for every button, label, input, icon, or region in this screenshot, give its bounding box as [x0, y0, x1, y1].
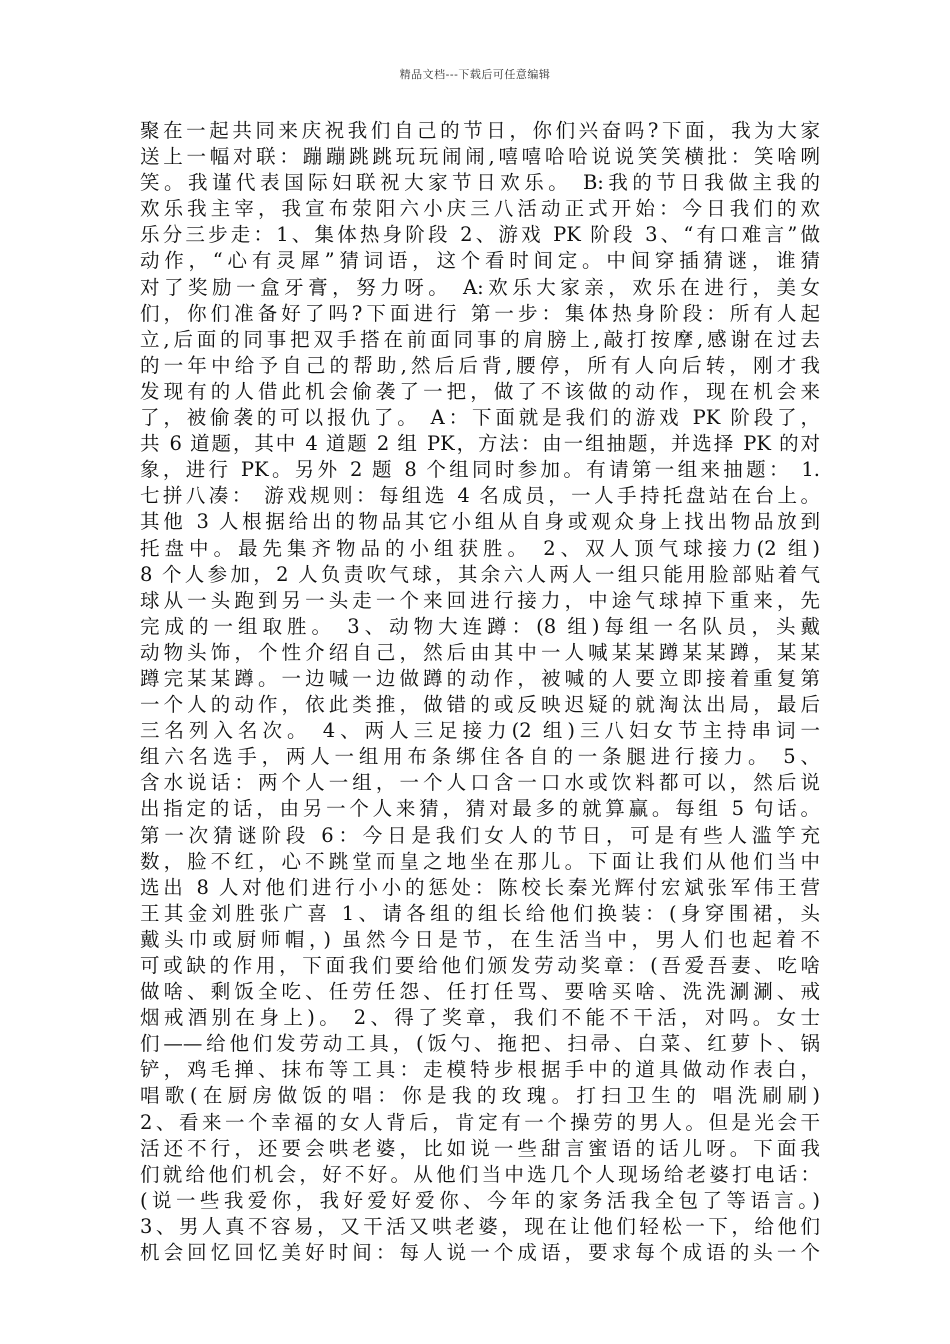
text-line: 了，被偷袭的可以报仇了。 A：下面就是我们的游戏 PK 阶段了，	[140, 406, 820, 430]
page-header: 精品文档---下载后可任意编辑	[399, 68, 551, 81]
text-line: 共 6 道题，其中 4 道题 2 组 PK，方法：由一组抽题，并选择 PK 的对	[140, 432, 820, 456]
text-line: 立,后面的同事把双手搭在前面同事的肩膀上,敲打按摩,感谢在过去	[140, 327, 820, 351]
text-line: 一个人的动作，依此类推，做错的或反映迟疑的就淘汰出局，最后	[140, 693, 820, 717]
text-line: 聚在一起共同来庆祝我们自己的节日，你们兴奋吗?下面，我为大家	[140, 119, 820, 142]
text-line: 乐分三步走：1、集体热身阶段 2、游戏 PK 阶段 3、“有口难言”做	[140, 223, 820, 247]
text-line: 们，你们准备好了吗?下面进行 第一步：集体热身阶段：所有人起	[140, 301, 820, 325]
text-line: 托盘中。最先集齐物品的小组获胜。 2、双人顶气球接力(2 组)	[140, 536, 820, 560]
text-line: 选出 8 人对他们进行小小的惩处：陈校长秦光辉付宏斌张军伟王营	[140, 875, 820, 899]
text-line: 们——给他们发劳动工具，(饭勺、拖把、扫帚、白菜、红萝卜、锅	[140, 1032, 820, 1056]
text-line: 铲，鸡毛掸、抹布等工具：走模特步根据手中的道具做动作表白，	[140, 1058, 820, 1082]
text-line: 可或缺的作用，下面我们要给他们颁发劳动奖章：(吾爱吾妻、吃啥	[140, 954, 820, 977]
text-line: 七拼八凑： 游戏规则：每组选 4 名成员，一人手持托盘站在台上。	[140, 484, 820, 508]
text-line: 8 个人参加，2 人负责吹气球，其余六人两人一组只能用脸部贴着气	[140, 562, 820, 586]
text-line: 送上一幅对联：蹦蹦跳跳玩玩闹闹,嘻嘻哈哈说说笑笑横批：笑啥咧	[140, 145, 820, 169]
text-line: 活还不行，还要会哄老婆，比如说一些甜言蜜语的话儿呀。下面我	[140, 1136, 820, 1160]
text-line: 组六名选手，两人一组用布条绑住各自的一条腿进行接力。 5、	[140, 745, 820, 769]
text-line: 三名列入名次。 4、两人三足接力(2 组)三八妇女节主持串词一	[140, 719, 820, 743]
text-line: 戴头巾或厨师帽，) 虽然今日是节，在生活当中，男人们也起着不	[140, 927, 820, 951]
text-line: 做啥、剩饭全吃、任劳任怨、任打任骂、要啥买啥、洗洗涮涮、戒	[140, 980, 820, 1004]
text-line: 3、男人真不容易，又干活又哄老婆，现在让他们轻松一下，给他们	[140, 1214, 820, 1238]
text-line: 动作，“心有灵犀”猜词语，这个看时间定。中间穿插猜谜，谁猜	[140, 249, 820, 273]
text-line: 机会回忆回忆美好时间：每人说一个成语，要求每个成语的头一个	[140, 1241, 820, 1265]
text-line: 王其金刘胜张广喜 1、请各组的组长给他们换装：(身穿围裙，头	[140, 901, 820, 925]
text-line: 出指定的话，由另一个人来猜，猜对最多的就算赢。每组 5 句话。	[140, 797, 820, 821]
text-line: 发现有的人借此机会偷袭了一把，做了不该做的动作，现在机会来	[140, 379, 820, 403]
text-line: 象，进行 PK。另外 2 题 8 个组同时参加。有请第一组来抽题： 1.	[140, 458, 820, 482]
text-line: 欢乐我主宰，我宣布荥阳六小庆三八活动正式开始：今日我们的欢	[140, 197, 820, 221]
text-line: 含水说话：两个人一组，一个人口含一口水或饮料都可以，然后说	[140, 771, 820, 795]
text-line: 完成的一组取胜。 3、动物大连蹲：(8 组)每组一名队员，头戴	[140, 614, 820, 638]
text-line: 第一次猜谜阶段 6：今日是我们女人的节日，可是有些人滥竽充	[140, 823, 820, 847]
text-line: 对了奖励一盒牙膏，努力呀。 A:欢乐大家亲，欢乐在进行，美女	[140, 275, 820, 299]
document-body	[140, 118, 820, 1266]
text-line: 们就给他们机会，好不好。从他们当中选几个人现场给老婆打电话：	[140, 1162, 820, 1186]
text-line: 2、看来一个幸福的女人背后，肯定有一个操劳的男人。但是光会干	[140, 1110, 820, 1134]
text-line: 唱歌(在厨房做饭的唱：你是我的玫瑰。打扫卫生的 唱洗刷刷)	[140, 1084, 820, 1108]
text-line: (说一些我爱你，我好爱好爱你、今年的家务活我全包了等语言。)	[140, 1188, 820, 1212]
text-line: 蹲完某某蹲。一边喊一边做蹲的动作，被喊的人要立即接着重复第	[140, 666, 820, 690]
text-line: 的一年中给予自己的帮助,然后后背,腰停，所有人向后转，刚才我	[140, 353, 820, 377]
text-line: 笑。我谨代表国际妇联祝大家节日欢乐。 B:我的节日我做主我的	[140, 171, 820, 195]
text-line: 数，脸不红，心不跳堂而皇之地坐在那儿。下面让我们从他们当中	[140, 849, 820, 873]
text-line: 其他 3 人根据给出的物品其它小组从自身或观众身上找出物品放到	[140, 510, 820, 534]
text-line: 动物头饰，个性介绍自己，然后由其中一人喊某某蹲某某蹲，某某	[140, 640, 820, 664]
text-line: 球从一头跑到另一头走一个来回进行接力，中途气球掉下重来，先	[140, 588, 820, 612]
text-line: 烟戒酒别在身上)。 2、得了奖章，我们不能不干活，对吗。女士	[140, 1006, 820, 1030]
